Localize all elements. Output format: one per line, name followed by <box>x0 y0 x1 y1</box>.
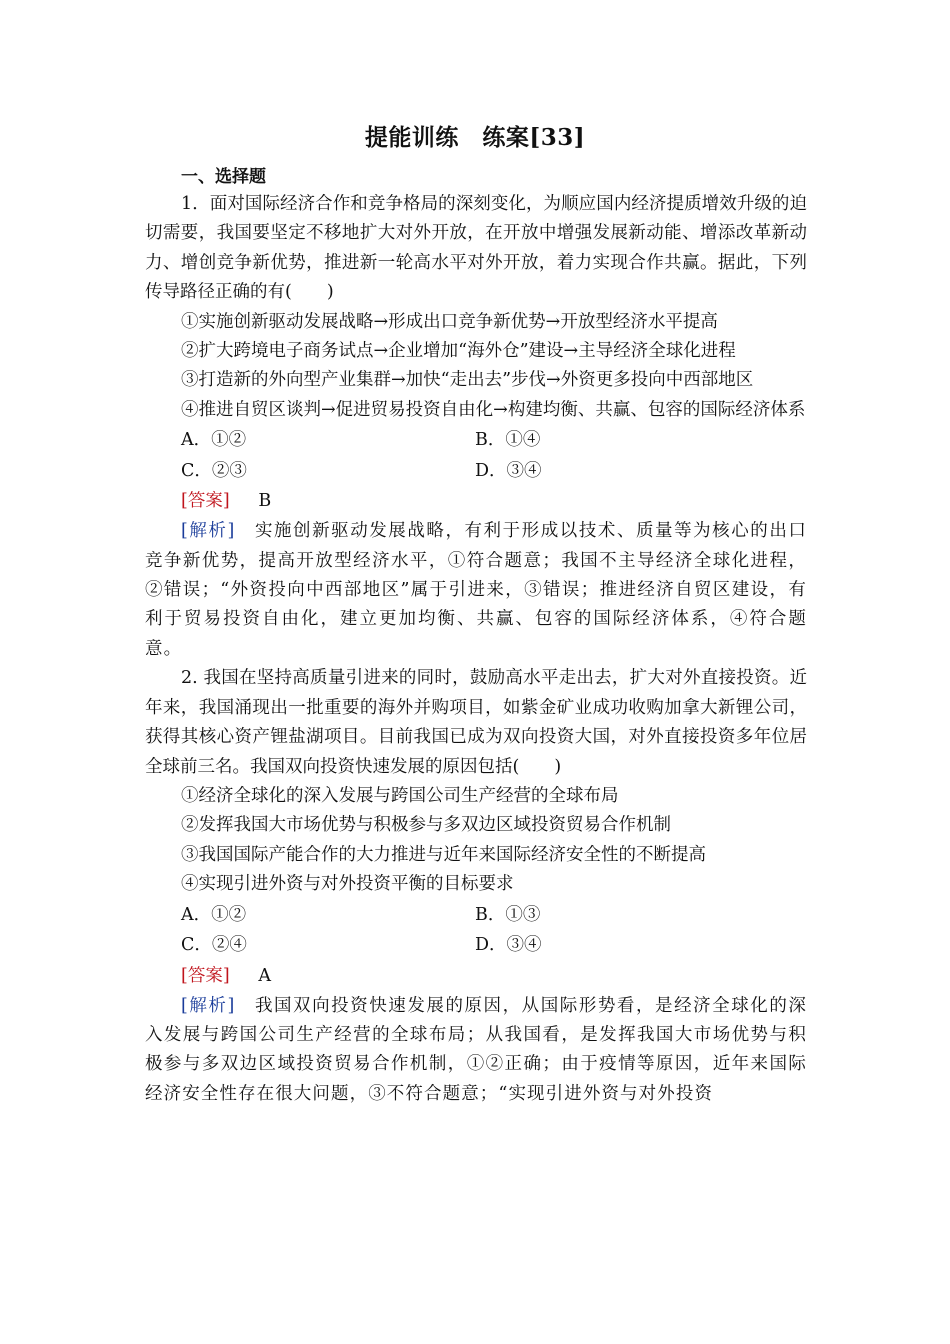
question-1-analysis <box>145 517 807 664</box>
question-1-choices-row-1 <box>145 425 807 456</box>
question-2-option-3: ③我国国际产能合作的大力推进与近年来国际经济安全性的不断提高 <box>181 844 706 865</box>
question-2-stem: 2. 我国在坚持高质量引进来的同时，鼓励高水平走出去，扩大对外直接投资。近年来，我国涌现出一批重要的海外并购项目，如紫金矿业成功收购加拿大新锂公司，获得其核心资产锂盐湖项目。目前我国已成为双向投资大国，对外直接投资多年位居全球前三名。我国双向投资快速发展的原因包括( ) <box>145 668 807 777</box>
analysis-label: [解析] <box>181 995 236 1016</box>
question-2-choices-row-1 <box>145 900 807 931</box>
question-1-option-3: ③打造新的外向型产业集群→加快“走出去”步伐→外资更多投向中西部地区 <box>181 370 754 391</box>
question-1-choices-row-2 <box>145 456 807 487</box>
question-1-answer <box>145 486 807 517</box>
question-1-option-1: ①实施创新驱动发展战略→形成出口竞争新优势→开放型经济水平提高 <box>181 311 718 332</box>
analysis-label: [解析] <box>181 521 236 542</box>
question-1-choice-a: A．①② <box>181 430 247 451</box>
question-1-option-2: ②扩大跨境电子商务试点→企业增加“海外仓”建设→主导经济全球化进程 <box>181 341 736 362</box>
question-2-option-4: ④实现引进外资与对外投资平衡的目标要求 <box>181 874 514 895</box>
question-2-choice-a: A．①② <box>181 904 247 925</box>
question-2-option-2: ②发挥我国大市场优势与积极参与多双边区域投资贸易合作机制 <box>181 815 671 836</box>
question-2-option-1: ①经济全球化的深入发展与跨国公司生产经营的全球布局 <box>181 785 619 806</box>
question-1-choice-c: C．②③ <box>181 460 247 481</box>
question-2-choice-d: D．③④ <box>475 935 542 956</box>
question-1-choice-d: D．③④ <box>475 460 542 481</box>
answer-label: [答案] <box>181 491 230 512</box>
question-2-analysis <box>145 992 807 1110</box>
question-2-choices-row-2 <box>145 930 807 961</box>
question-2-answer-value: A <box>258 965 271 986</box>
question-1-stem: 1．面对国际经济合作和竞争格局的深刻变化，为顺应国内经济提质增效升级的迫切需要，我国要坚定不移地扩大对外开放，在开放中增强发展新动能、增添改革新动力、增创竞争新优势，推进新一轮高水平对外开放，着力实现合作共赢。据此，下列传导路径正确的有( ) <box>145 194 807 303</box>
question-2-choice-c: C．②④ <box>181 935 247 956</box>
page-title: 提能训练 练案[33] <box>364 124 586 151</box>
question-2-analysis-text: 我国双向投资快速发展的原因，从国际形势看，是经济全球化的深入发展与跨国公司生产经营的全球布局；从我国看，是发挥我国大市场优势与积极参与多双边区域投资贸易合作机制，①②正确；由于疫情等原因，近年来国际经济安全性存在很大问题，③不符合题意；“实现引进外资与对外投资 <box>145 995 807 1104</box>
section-heading: 一、选择题 <box>181 167 266 187</box>
question-1-option-4: ④推进自贸区谈判→促进贸易投资自由化→构建均衡、共赢、包容的国际经济体系 <box>181 399 806 420</box>
answer-label: [答案] <box>181 965 230 986</box>
question-1-answer-value: B <box>258 491 272 512</box>
question-1-choice-b: B．①④ <box>475 430 541 451</box>
content-body <box>145 190 807 1109</box>
question-2-answer <box>145 961 807 992</box>
question-2-choice-b: B．①③ <box>475 904 541 925</box>
question-1-analysis-text: 实施创新驱动发展战略，有利于形成以技术、质量等为核心的出口竞争新优势，提高开放型经济水平，①符合题意；我国不主导经济全球化进程，②错误；“外资投向中西部地区”属于引进来，③错误；推进经济自贸区建设，有利于贸易投资自由化，建立更加均衡、共赢、包容的国际经济体系，④符合题意。 <box>145 521 807 659</box>
